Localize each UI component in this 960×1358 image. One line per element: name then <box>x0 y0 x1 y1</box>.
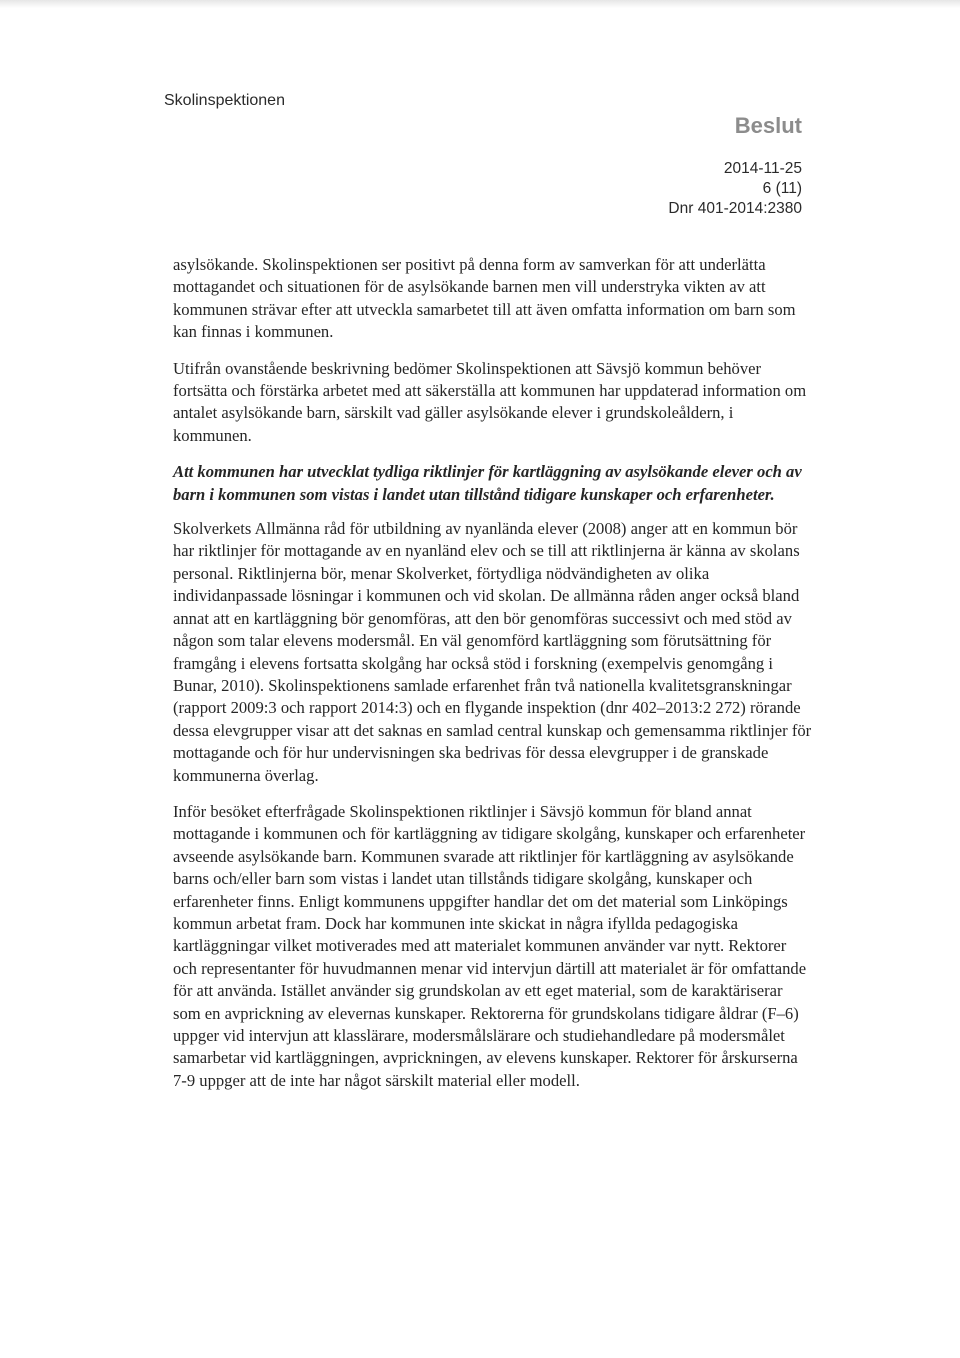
document-date: 2014-11-25 <box>723 160 802 177</box>
document-body <box>173 254 813 1106</box>
paragraph-4: Inför besöket efterfrågade Skolinspektionen riktlinjer i Sävsjö kommun för bland annat mottagande i kommunen och för kartläggning av tidigare skolgång, kunskaper och erfarenheter avseende asylsökande barn. Kommunen svarade att riktlinjer för kartläggning av asylsökande barns och/eller barn som vistas i landet utan tillstånds tidigare skolgång, kunskaper och erfarenheter finns. Enligt kommunens uppgifter handlar det om det material som Linköpings kommun arbetat fram. Dock har kommunen inte skickat in några ifyllda pedagogiska kartläggningar vilket motiverades med att materialet kommunen använder var nytt. Rektorer och representanter för huvudmannen menar vid intervjun därtill att materialet är för omfattande för att använda. Istället använder sig grundskolan av ett eget material, som de karaktäriserar som en avprickning av elevernas kunskaper. Rektorerna för grundskolans tidigare åldrar (F–6) uppger vid intervjun att klasslärare, modersmålslärare och studiehandledare på modersmålet samarbetar vid kartläggningen, avprickningen, av elevens kunskaper. Rektorer för årskurserna 7-9 uppger att de inte har något särskilt material eller modell. <box>173 801 807 1090</box>
document-type: Beslut <box>734 113 802 138</box>
paragraph-3: Skolverkets Allmänna råd för utbildning av nyanlända elever (2008) anger att en kommun bör har riktlinjer för mottagande av en nyanländ elev och se till att riktlinjerna är känna av skolans personal. Riktlinjerna bör, menar Skolverket, förtydliga nödvändigheten av olika individanpassade lösningar i kommunen och vid skolan. De allmänna råden anger också bland annat att en kartläggning bör genomföras, att den bör genomföras successivt och med stöd av någon som talar elevens modersmål. En väl genomförd kartläggning som förutsättning för framgång i elevens fortsatta skolgång har också stöd i forskning (exempelvis genomgång i Bunar, 2010). Skolinspektionens samlade erfarenhet från två nationella kvalitetsgranskningar (rapport 2009:3 och rapport 2014:3) och en flygande inspektion (dnr 402–2013:2 272) rörande dessa elevgrupper visar att det saknas en samlad central kunskap och gemensamma riktlinjer för mottagande och för hur undervisningen ska bedrivas för dessa elevgrupper i de granskade kommunerna överlag. <box>173 519 812 785</box>
scan-edge <box>0 0 960 8</box>
paragraph-2: Utifrån ovanstående beskrivning bedömer Skolinspektionen att Sävsjö kommun behöver fortsätta och förstärka arbetet med att säkerställa att kommunen har uppdaterad information om antalet asylsökande barn, särskilt vad gäller asylsökande elever i grundskoleåldern, i kommunen. <box>173 358 807 445</box>
reference-number: Dnr 401-2014:2380 <box>668 200 802 217</box>
paragraph-1: asylsökande. Skolinspektionen ser positivt på denna form av samverkan för att underlätta mottagandet och situationen för de asylsökande barnen men vill understryka vikten av att kommunen strävar efter att utveckla samarbetet till att även omfatta information om barn som kan finnas i kommunen. <box>173 255 796 342</box>
finding-heading: Att kommunen har utvecklat tydliga riktlinjer för kartläggning av asylsökande elever och av barn i kommunen som vistas i landet utan tillstånd tidigare kunskaper och erfarenheter. <box>173 462 802 504</box>
page-number: 6 (11) <box>762 180 802 197</box>
document-meta <box>668 112 802 219</box>
organization-name: Skolinspektionen <box>164 92 285 109</box>
